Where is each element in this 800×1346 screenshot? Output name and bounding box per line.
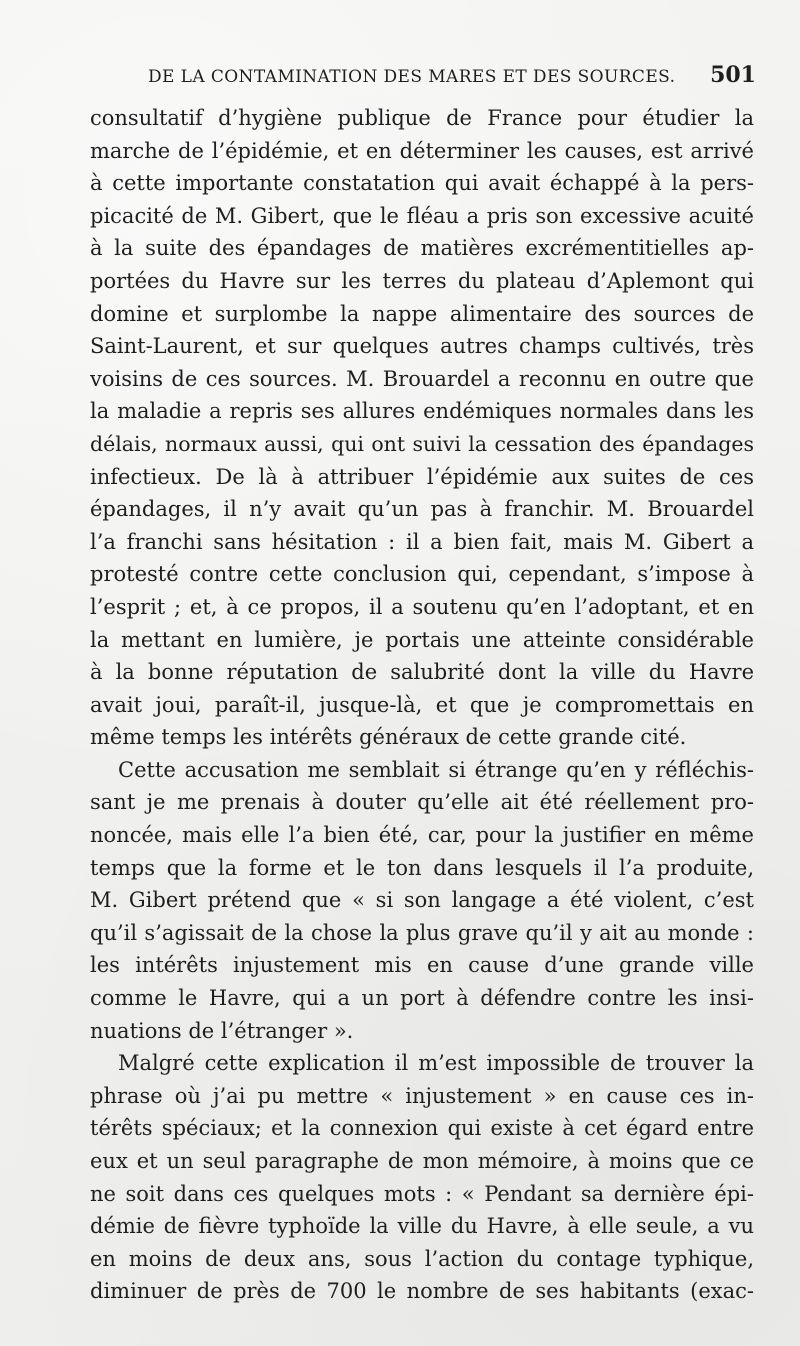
text-line: à la suite des épandages de matières excrémentitielles ap- [90, 236, 754, 261]
text-line: comme le Havre, qui a un port à défendre contre les insi- [90, 986, 754, 1011]
text-line: ne soit dans ces quelques mots : « Pendant sa dernière épi- [90, 1181, 754, 1206]
text-line: picacité de M. Gibert, que le fléau a pris son excessive acuité [90, 203, 754, 228]
text-line: portées du Havre sur les terres du plateau d’Aplemont qui [90, 268, 754, 293]
text-line: en moins de deux ans, sous l’action du contage typhique, [90, 1246, 754, 1271]
text-line: voisins de ces sources. M. Brouardel a reconnu en outre que [90, 366, 754, 391]
page-number: 501 [710, 62, 756, 88]
text-line: épandages, il n’y avait qu’un pas à franchir. M. Brouardel [90, 497, 754, 522]
body-text [90, 102, 754, 1308]
text-line: délais, normaux aussi, qui ont suivi la cessation des épandages [90, 431, 754, 456]
text-line: Saint-Laurent, et sur quelques autres champs cultivés, très [90, 334, 754, 359]
text-line: même temps les intérêts généraux de cette grande cité. [90, 725, 687, 750]
text-line: térêts spéciaux; et la connexion qui existe à cet égard entre [90, 1116, 754, 1141]
text-line: domine et surplombe la nappe alimentaire des sources de [90, 301, 754, 326]
text-line: démie de fièvre typhoïde la ville du Havre, à elle seule, a vu [90, 1214, 754, 1239]
text-line: qu’il s’agissait de la chose la plus grave qu’il y ait au monde : [90, 920, 754, 945]
text-line: les intérêts injustement mis en cause d’une grande ville [90, 953, 754, 978]
text-line: infectieux. De là à attribuer l’épidémie aux suites de ces [90, 464, 754, 489]
text-line: à cette importante constatation qui avait échappé à la pers- [90, 171, 754, 196]
text-line: nuations de l’étranger ». [90, 1018, 354, 1043]
text-line: la maladie a repris ses allures endémiques normales dans les [90, 399, 754, 424]
text-line: consultatif d’hygiène publique de France pour étudier la [90, 106, 754, 130]
text-line: l’esprit ; et, à ce propos, il a soutenu qu’en l’adoptant, et en [90, 594, 754, 619]
text-line: à la bonne réputation de salubrité dont la ville du Havre [90, 660, 754, 685]
text-line: eux et un seul paragraphe de mon mémoire, à moins que ce [90, 1149, 754, 1173]
text-line: protesté contre cette conclusion qui, cependant, s’impose à [90, 562, 754, 587]
text-line: temps que la forme et le ton dans lesquels il l’a produite, [90, 855, 754, 880]
text-line: l’a franchi sans hésitation : il a bien fait, mais M. Gibert a [90, 529, 754, 554]
text-line: M. Gibert prétend que « si son langage a été violent, c’est [90, 888, 754, 913]
running-head: DE LA CONTAMINATION DES MARES ET DES SOURCES. [148, 67, 676, 87]
text-line: Malgré cette explication il m’est impossible de trouver la [118, 1051, 754, 1076]
text-line: sant je me prenais à douter qu’elle ait été réellement pro- [90, 790, 754, 815]
text-line: avait joui, paraît-il, jusque-là, et que je compromettais en [90, 692, 754, 717]
text-line: la mettant en lumière, je portais une atteinte considérable [90, 627, 754, 652]
text-line: phrase où j’ai pu mettre « injustement » en cause ces in- [90, 1083, 754, 1108]
text-line: Cette accusation me semblait si étrange qu’en y réfléchis- [118, 757, 754, 782]
page-header [148, 62, 756, 90]
text-line: noncée, mais elle l’a bien été, car, pour la justifier en même [90, 823, 754, 848]
text-line: marche de l’épidémie, et en déterminer les causes, est arrivé [90, 138, 754, 163]
text-line: diminuer de près de 700 le nombre de ses habitants (exac- [90, 1279, 754, 1304]
